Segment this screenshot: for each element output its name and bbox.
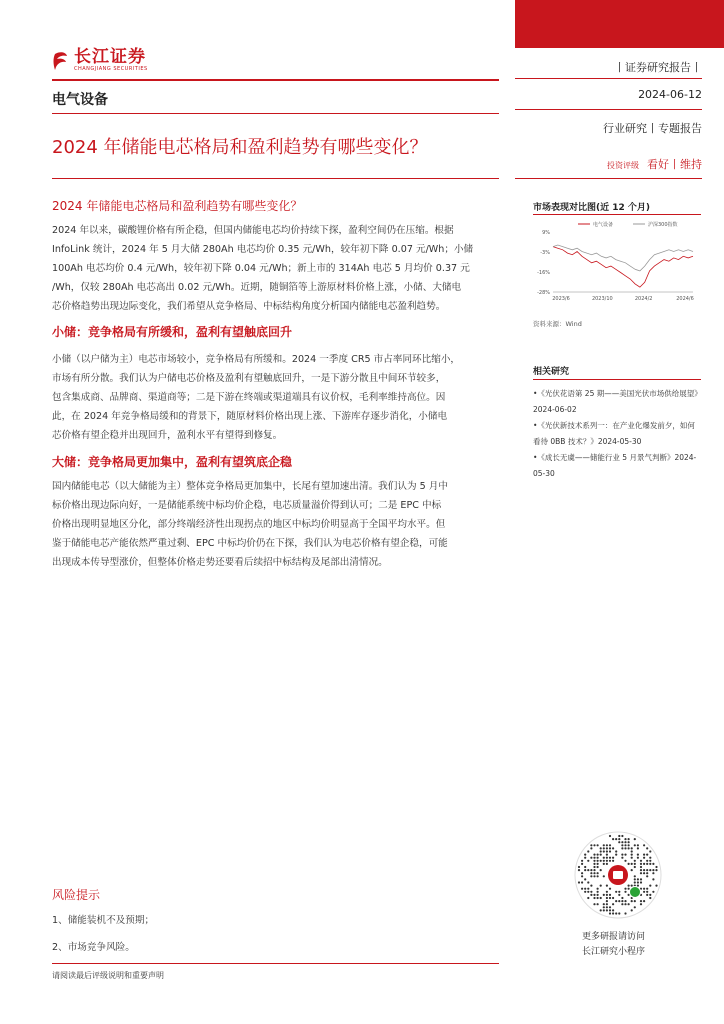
related-link[interactable]: •《光伏花语第 25 期——美国光伏市场供给展望》 [533,389,702,398]
qr-dot [606,860,608,862]
related-link[interactable]: •《光伏新技术系列一：在产业化爆发前夕，如何 [533,421,695,430]
qr-dot [640,900,642,902]
qr-dot [628,888,630,890]
qr-dot [609,860,611,862]
qr-dot [640,863,642,865]
qr-dot [643,857,645,859]
legend-label: 电气设备 [593,222,614,228]
qr-dot [643,869,645,871]
qr-dot [649,863,651,865]
qr-dot [593,860,595,862]
qr-dot [631,885,633,887]
qr-dot [618,835,620,837]
qr-dot [631,857,633,859]
qr-dot [609,844,611,846]
qr-dot [612,847,614,849]
chart-source: 资料来源：Wind [533,320,582,328]
qr-dot [634,875,636,877]
qr-dot [646,888,648,890]
qr-dot [590,844,592,846]
qr-dot [646,872,648,874]
qr-dot [593,897,595,899]
qr-dot [609,906,611,908]
qr-dot [606,854,608,856]
qr-dot [631,900,633,902]
qr-dot [593,844,595,846]
qr-dot [655,885,657,887]
qr-dot [621,844,623,846]
series-line [553,247,693,288]
qr-dot [628,838,630,840]
risk-title: 风险提示 [52,888,101,902]
qr-dot [590,872,592,874]
qr-dot [609,850,611,852]
qr-dot [606,885,608,887]
qr-dot [624,841,626,843]
qr-dot [634,866,636,868]
qr-dot [581,888,583,890]
text-line: 市场有所分散。我们认为户储电芯价格及盈利有望触底回升，一是下游分散且中间环节较多， [52,373,446,384]
divider [515,109,702,110]
qr-dot [603,903,605,905]
qr-dot [628,844,630,846]
related-list [533,386,703,482]
qr-dot [624,900,626,902]
qr-dot [584,869,586,871]
related-link[interactable]: 看待 0BB 技术？》2024-05-30 [533,437,642,446]
divider [515,78,702,79]
qr-dot [606,894,608,896]
qr-dot [634,881,636,883]
qr-dot [606,909,608,911]
qr-dot [649,869,651,871]
qr-dot [640,860,642,862]
qr-dot [615,838,617,840]
divider [533,379,701,380]
qr-dot [584,888,586,890]
divider [52,113,499,114]
qr-dot [593,866,595,868]
risk-item: 1、储能装机不及预期； [52,915,155,926]
qr-dot [646,860,648,862]
rating-label: 投资评级 [607,161,639,170]
qr-dot [584,857,586,859]
text-line: InfoLink 统计，2024 年 5 月大储 280Ah 电芯均价 0.35 元/Wh，较年初下降 0.07 元/Wh；小储 [52,244,474,255]
qr-dot [600,897,602,899]
qr-code-icon[interactable] [573,830,663,920]
y-tick-label: -16% [537,270,550,276]
qr-dot [590,875,592,877]
qr-dot [606,897,608,899]
qr-dot [628,894,630,896]
qr-dot [643,900,645,902]
legend-label: 沪深300指数 [648,222,678,228]
qr-dot [590,847,592,849]
qr-dot [603,850,605,852]
qr-dot [634,900,636,902]
qr-dot [615,850,617,852]
qr-dot [643,844,645,846]
qr-dot [621,903,623,905]
qr-dot [621,847,623,849]
section-title: 2024 年储能电芯格局和盈利趋势有哪些变化？ [52,199,303,213]
qr-dot [581,881,583,883]
qr-dot [581,863,583,865]
qr-dot [646,869,648,871]
text-line: 出现成本传导型涨价，但整体价格走势还要看后续招中标结构及尾部出清情况。 [52,557,388,568]
qr-dot [618,894,620,896]
qr-dot [587,897,589,899]
qr-dot [603,860,605,862]
qr-dot [593,863,595,865]
text-line: 芯价格有望企稳并出现回升，盈利水平有望得到修复。 [52,430,283,441]
report-category: 行业研究丨专题报告 [603,122,702,135]
qr-dot [624,838,626,840]
qr-dot [584,878,586,880]
qr-dot [631,854,633,856]
qr-dot [652,872,654,874]
divider [533,214,701,215]
qr-dot [584,891,586,893]
text-line: 2024 年以来，碳酸锂价格有所企稳，但国内储能电芯均价持续下探，盈利空间仍在压缩。根据 [52,225,454,236]
qr-dot [652,878,654,880]
qr-dot [597,891,599,893]
qr-dot [652,869,654,871]
qr-dot [621,897,623,899]
qr-dot [593,869,595,871]
qr-dot [581,860,583,862]
qr-dot [603,844,605,846]
qr-dot [609,857,611,859]
qr-dot [621,835,623,837]
qr-dot [603,894,605,896]
related-link[interactable]: •《成长无虞——储能行业 5 月景气判断》2024- [533,453,697,462]
qr-dot [640,869,642,871]
qr-dot [597,844,599,846]
qr-dot [618,912,620,914]
qr-caption: 更多研报请访问 [582,932,646,942]
qr-dot [624,891,626,893]
qr-dot [597,888,599,890]
qr-dot [593,875,595,877]
qr-dot [603,863,605,865]
qr-dot [637,885,639,887]
qr-dot [600,847,602,849]
qr-dot [606,891,608,893]
text-line: 芯价格趋势出现边际变化，我们希望从竞争格局、中标结构角度分析国内储能电芯盈利趋势。 [52,301,446,312]
qr-dot [615,854,617,856]
qr-dot [606,844,608,846]
risk-item: 2、市场竞争风险。 [52,942,135,953]
qr-dot [624,844,626,846]
qr-dot [634,838,636,840]
qr-dot [578,881,580,883]
qr-dot [609,912,611,914]
qr-dot [631,847,633,849]
qr-dot [631,850,633,852]
qr-dot [646,875,648,877]
qr-dot [621,841,623,843]
qr-dot [593,894,595,896]
section-body [52,350,499,445]
qr-dot [597,894,599,896]
qr-dot [646,854,648,856]
rating [607,156,702,172]
qr-dot [624,912,626,914]
qr-dot [578,866,580,868]
qr-dot [597,875,599,877]
qr-dot [624,860,626,862]
qr-dot [609,888,611,890]
qr-dot [603,875,605,877]
y-tick-label: -28% [537,290,550,296]
qr-dot [597,857,599,859]
qr-dot [649,860,651,862]
qr-dot [600,854,602,856]
qr-dot [606,863,608,865]
qr-dot [603,847,605,849]
text-line: 价格出现明显地区分化，部分终端经济性出现拐点的地区中标均价明显高于全国平均水平。但 [52,519,446,530]
qr-dot [637,881,639,883]
qr-dot [631,863,633,865]
qr-dot [606,903,608,905]
section-body [52,221,499,316]
qr-dot [618,891,620,893]
qr-dot [621,900,623,902]
qr-dot [640,866,642,868]
text-line: 包含集成商、品牌商、渠道商等；二是下游在终端或渠道端具有议价权，毛利率维持高位。因 [52,392,446,403]
qr-dot [643,872,645,874]
market-performance-chart [533,218,701,306]
qr-dot [612,838,614,840]
qr-caption: 长江研究小程序 [582,947,646,957]
qr-dot [615,900,617,902]
qr-dot [634,860,636,862]
qr-dot [584,854,586,856]
qr-dot [600,860,602,862]
industry-label: 电气设备 [52,92,108,108]
qr-dot [643,891,645,893]
related-date: 2024-06-02 [533,405,577,414]
qr-dot [624,847,626,849]
qr-dot [612,909,614,911]
qr-dot [649,850,651,852]
qr-dot [606,857,608,859]
qr-dot [600,885,602,887]
qr-dot [606,850,608,852]
qr-dot [649,857,651,859]
company-logo [52,49,148,73]
y-tick-label: -3% [540,250,550,256]
qr-dot [637,854,639,856]
x-tick-label: 2023/10 [591,296,613,302]
qr-dot [612,857,614,859]
qr-dot [609,847,611,849]
qr-dot [637,857,639,859]
text-line: 100Ah 电芯均价 0.4 元/Wh，较年初下降 0.04 元/Wh；新上市的 314Ah 电芯 5 月均价 0.37 元 [52,263,470,274]
qr-dot [634,863,636,865]
rating-value: 看好丨维持 [647,158,702,171]
qr-dot [643,863,645,865]
qr-dot [593,903,595,905]
qr-dot [618,841,620,843]
qr-dot [597,854,599,856]
qr-dot [609,894,611,896]
qr-dot [646,863,648,865]
qr-dot [590,885,592,887]
qr-dot [603,906,605,908]
x-tick-label: 2023/6 [552,296,570,302]
qr-dot [628,903,630,905]
qr-dot [609,835,611,837]
qr-dot [621,857,623,859]
qr-dot [621,854,623,856]
qr-dot [597,903,599,905]
section-title: 大储：竞争格局更加集中，盈利有望筑底企稳 [52,455,293,469]
qr-dot [652,891,654,893]
qr-dot [646,847,648,849]
qr-dot [634,844,636,846]
qr-dot [606,906,608,908]
related-title: 相关研究 [533,367,570,377]
qr-dot [615,891,617,893]
header-rule [52,79,499,81]
qr-dot [634,878,636,880]
qr-dot [587,850,589,852]
qr-dot [624,888,626,890]
qr-dot [612,912,614,914]
qr-dot [655,869,657,871]
divider [515,178,702,179]
chart-title: 市场表现对比图(近 12 个月) [533,203,651,213]
qr-dot [584,866,586,868]
qr-dot [640,878,642,880]
report-date: 2024-06-12 [638,88,702,101]
qr-dot [634,906,636,908]
qr-dot [631,909,633,911]
y-tick-label: 9% [542,230,550,236]
section-title: 小储：竞争格局有所缓和，盈利有望触底回升 [52,325,293,339]
qr-dot [593,854,595,856]
x-tick-label: 2024/2 [634,296,653,302]
qr-dot [603,909,605,911]
qr-dot [597,860,599,862]
header-red-bar [515,0,724,48]
x-tick-label: 2024/6 [676,296,694,302]
qr-dot [618,900,620,902]
qr-dot [603,857,605,859]
footer-rule [52,963,499,964]
qr-dot [628,847,630,849]
qr-dot [587,881,589,883]
logo-subtext: CHANGJIANG SECURITIES [74,66,148,72]
footer-note: 请阅读最后评级说明和重要声明 [52,971,164,980]
qr-dot [624,903,626,905]
qr-dot [600,850,602,852]
qr-dot [612,903,614,905]
qr-dot [600,909,602,911]
divider [52,178,499,179]
qr-dot [646,891,648,893]
qr-dot [590,894,592,896]
qr-dot [637,878,639,880]
qr-dot [628,885,630,887]
qr-dot [597,897,599,899]
qr-dot [649,885,651,887]
qr-dot [640,872,642,874]
qr-dot [597,866,599,868]
report-title: 2024 年储能电芯格局和盈利趋势有哪些变化？ [52,137,428,158]
qr-dot [587,869,589,871]
qr-dot [606,900,608,902]
qr-dot [581,872,583,874]
qr-dot [593,857,595,859]
text-line: 标价格出现边际向好，一是储能系统中标均价企稳，电芯质量溢价得到认可；二是 EPC 中标 [52,500,442,511]
related-date: 05-30 [533,469,555,478]
text-line: 鉴于储能电芯产能依然严重过剩、EPC 中标均价仍在下探，我们认为电芯价格有望企稳，可能 [52,538,448,549]
qr-dot [637,844,639,846]
qr-dot [587,860,589,862]
qr-dot [628,841,630,843]
qr-dot [637,847,639,849]
qr-dot [590,857,592,859]
section-body [52,477,499,572]
text-line: 小储（以户储为主）电芯市场较小，竞争格局有所缓和。2024 一季度 CR5 市占率同环比缩小， [52,354,461,365]
qr-dot [643,854,645,856]
qr-dot [640,903,642,905]
qr-dot [578,869,580,871]
qr-dot [628,863,630,865]
text-line: /Wh，仅较 280Ah 电芯高出 0.02 元/Wh。近期，随铜箔等上游原材料价格上涨，小储、大储电 [52,282,462,293]
qr-dot [609,897,611,899]
logo-text: 长江证券 [74,47,146,67]
qr-dot [655,866,657,868]
qr-dot [581,875,583,877]
qr-dot [643,888,645,890]
text-line: 此，在 2024 年竞争格局缓和的背景下，随原材料价格出现上涨、下游库存逐步消化，小储电 [52,411,448,422]
qr-dot [597,872,599,874]
qr-dot [593,872,595,874]
qr-dot [612,860,614,862]
qr-dot [631,869,633,871]
qr-dot [649,894,651,896]
logo-icon [52,50,70,72]
report-type: 丨证券研究报告丨 [614,61,702,74]
qr-dot [618,838,620,840]
qr-dot [597,863,599,865]
text-line: 国内储能电芯（以大储能为主）整体竞争格局更加集中，长尾有望加速出清。我们认为 5 月中 [52,481,448,492]
qr-dot [590,891,592,893]
qr-dot [587,888,589,890]
qr-dot [612,897,614,899]
qr-dot [615,912,617,914]
qr-dot [609,909,611,911]
qr-dot [646,894,648,896]
qr-dot [624,854,626,856]
qr-dot [606,847,608,849]
qr-dot [587,891,589,893]
qr-dot [590,869,592,871]
qr-dot [640,881,642,883]
qr-dot [652,863,654,865]
series-line [553,245,693,271]
qr-dot [600,869,602,871]
qr-dot [649,897,651,899]
